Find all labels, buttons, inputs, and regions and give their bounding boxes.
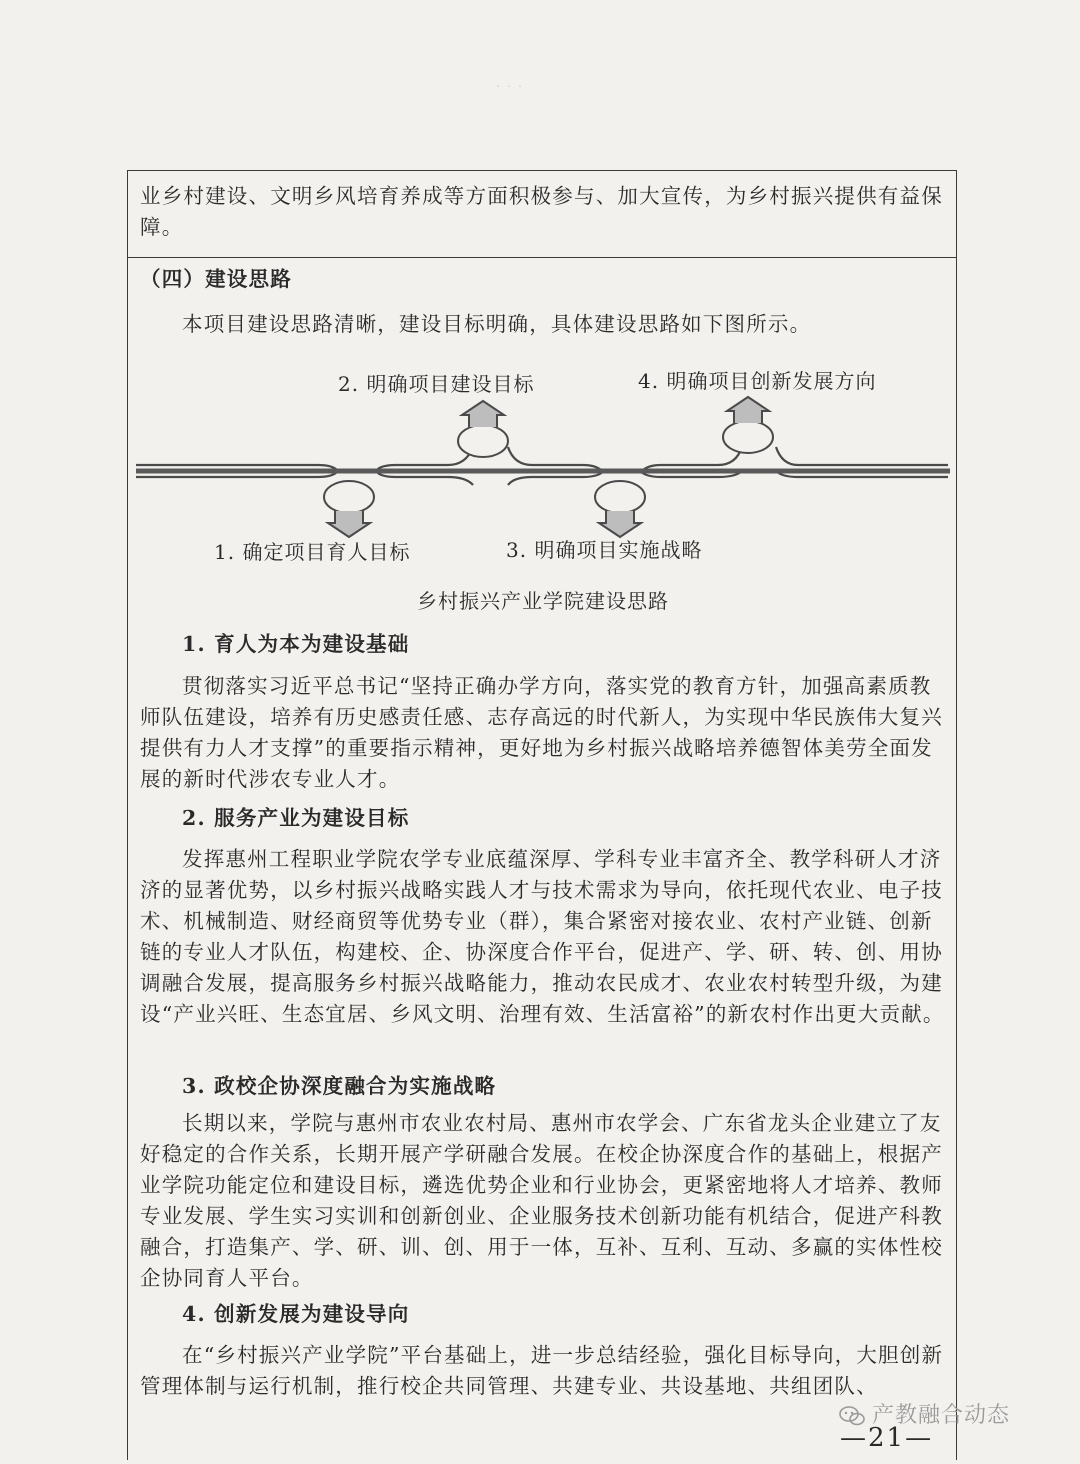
- section-intro: 本项目建设思路清晰，建设目标明确，具体建设思路如下图所示。: [182, 312, 812, 336]
- item-4-title: 4. 创新发展为建设导向: [182, 1302, 410, 1326]
- item-2-body: 发挥惠州工程职业学院农学专业底蕴深厚、学科专业丰富齐全、教学科研人才济济的显著优势，以乡村振兴战略实践人才与技术需求为导向，依托现代农业、电子技术、机械制造、财经商贸等优势专业（群），集合紧密对接农业、农村产业链、创新链的专业人才队伍，构建校、企、协深度合作平台，促进产、学、研、转、创、用协调融合发展，提高服务乡村振兴战略能力，推动农民成才、农业农村转型升级，为建设“产业兴旺、生态宜居、乡风文明、治理有效、生活富裕”的新农村作出更大贡献。: [140, 847, 945, 1026]
- diagram-label-1: 1. 确定项目育人目标: [214, 540, 411, 564]
- roundabout-4-up: [723, 397, 773, 453]
- diagram-label-4: 4. 明确项目创新发展方向: [638, 369, 877, 393]
- roundabout-3-down: [595, 481, 645, 537]
- item-4-body: 在“乡村振兴产业学院”平台基础上，进一步总结经验，强化目标导向，大胆创新管理体制与运行机制，推行校企共同管理、共建专业、共设基地、共组团队、: [140, 1343, 944, 1398]
- page-number: —21—: [840, 1423, 934, 1453]
- item-3-title: 3. 政校企协深度融合为实施战略: [182, 1074, 497, 1098]
- section-heading: （四）建设思路: [140, 267, 292, 291]
- item-1-title: 1. 育人为本为建设基础: [182, 632, 410, 656]
- page-header-mark: · · ·: [496, 80, 524, 93]
- diagram-label-2: 2. 明确项目建设目标: [338, 372, 535, 396]
- continued-paragraph: 业乡村建设、文明乡风培育养成等方面积极参与、加大宣传，为乡村振兴提供有益保障。: [140, 184, 943, 239]
- item-2-title: 2. 服务产业为建设目标: [182, 806, 410, 830]
- watermark-text: 产教融合动态: [872, 1403, 1011, 1428]
- item-3-body: 长期以来，学院与惠州市农业农村局、惠州市农学会、广东省龙头企业建立了友好稳定的合作关系，长期开展产学研融合发展。在校企协深度合作的基础上，根据产业学院功能定位和建设目标，遴选优势企业和行业协会，更紧密地将人才培养、教师专业发展、学生实习实训和创新创业、企业服务技术创新功能有机结合，促进产科教融合，打造集产、学、研、训、创、用于一体，互补、互利、互动、多赢的实体性校企协同育人平台。: [140, 1111, 943, 1290]
- roundabout-2-up: [458, 401, 508, 457]
- diagram-caption: 乡村振兴产业学院建设思路: [417, 589, 669, 613]
- item-1-body: 贯彻落实习近平总书记“坚持正确办学方向，落实党的教育方针，加强高素质教师队伍建设，培养有历史感责任感、志存高远的时代新人，为实现中华民族伟大复兴提供有力人才支撑”的重要指示精神，更好地为乡村振兴战略培养德智体美劳全面发展的新时代涉农专业人才。: [140, 674, 943, 791]
- document-table: [127, 170, 957, 1460]
- diagram-label-3: 3. 明确项目实施战略: [506, 538, 703, 562]
- roundabout-1-down: [324, 481, 374, 537]
